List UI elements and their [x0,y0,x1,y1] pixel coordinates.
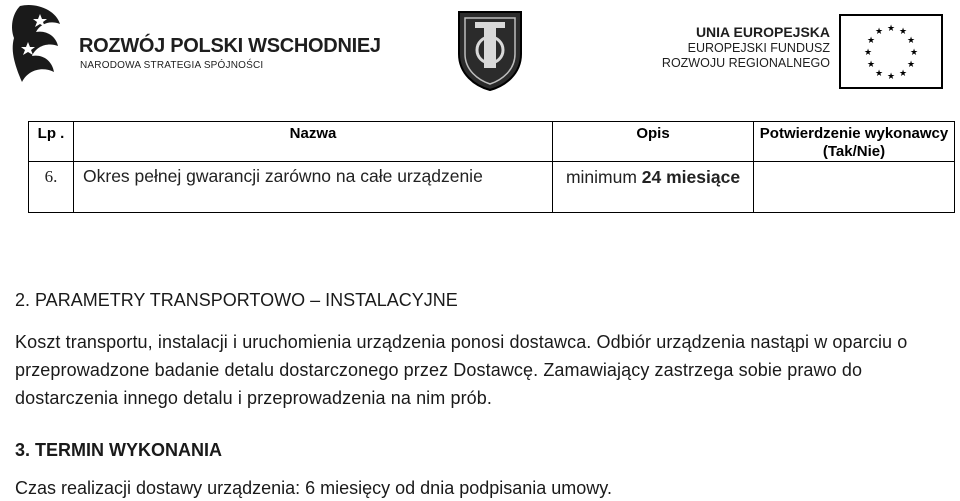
rps-logo [6,2,406,92]
section-3-heading: 3. TERMIN WYKONANIA [15,440,222,460]
header-lp: Lp . [29,122,74,162]
section-2-heading: 2. PARAMETRY TRANSPORTOWO – INSTALACYJNE [15,290,458,310]
eu-development-label: ROZWOJU REGIONALNEGO [661,56,830,70]
eu-union-label: UNIA EUROPEJSKA [695,24,830,40]
table-header-row [29,122,955,162]
eu-logo-text [660,24,830,71]
section-2-text: Koszt transportu, instalacji i uruchomienia urządzenia ponosi dostawca. Odbiór urządzenia nastąpi w oparciu o przeprowadzone badanie detalu dostarczonego przez Dostawcę. Zamawiający zastrzega sobie prawo do dostarczenia innego detalu i przeprowadzenia na nim prób. [15,332,908,408]
svg-text:★: ★ [863,48,873,58]
rps-emblem-icon [6,2,68,88]
header-confirm: Potwierdzenie wykonawcy (Tak/Nie) [754,122,955,162]
svg-text:★: ★ [906,36,916,46]
svg-text:★: ★ [906,60,916,70]
row-opis [553,162,754,213]
row-confirm-cell[interactable] [754,162,955,213]
table-row [29,162,955,213]
svg-text:★: ★ [909,48,919,58]
eu-fund-label: EUROPEJSKI FUNDUSZ [687,41,830,55]
section-3-text: Czas realizacji dostawy urządzenia: 6 miesięcy od dnia podpisania umowy. [15,478,612,498]
eu-flag-icon [839,14,943,89]
svg-text:★: ★ [898,69,908,79]
header-opis: Opis [553,122,754,162]
svg-text:★: ★ [874,27,884,37]
svg-text:★: ★ [866,36,876,46]
svg-text:★: ★ [898,27,908,37]
crest-icon [455,8,525,92]
header-name: Nazwa [74,122,553,162]
svg-text:★: ★ [874,69,884,79]
opis-value: 24 miesiące [641,167,741,187]
svg-text:★: ★ [886,24,896,34]
svg-text:★: ★ [886,72,896,82]
rps-title: ROZWÓJ POLSKI WSCHODNIEJ [79,35,381,57]
specification-table [28,121,955,213]
opis-prefix: minimum [565,167,642,187]
row-lp: 6. [29,162,74,213]
svg-text:★: ★ [866,60,876,70]
row-name: Okres pełnej gwarancji zarówno na całe urządzenie [74,162,553,213]
rps-subtitle: NARODOWA STRATEGIA SPÓJNOŚCI [80,60,264,71]
